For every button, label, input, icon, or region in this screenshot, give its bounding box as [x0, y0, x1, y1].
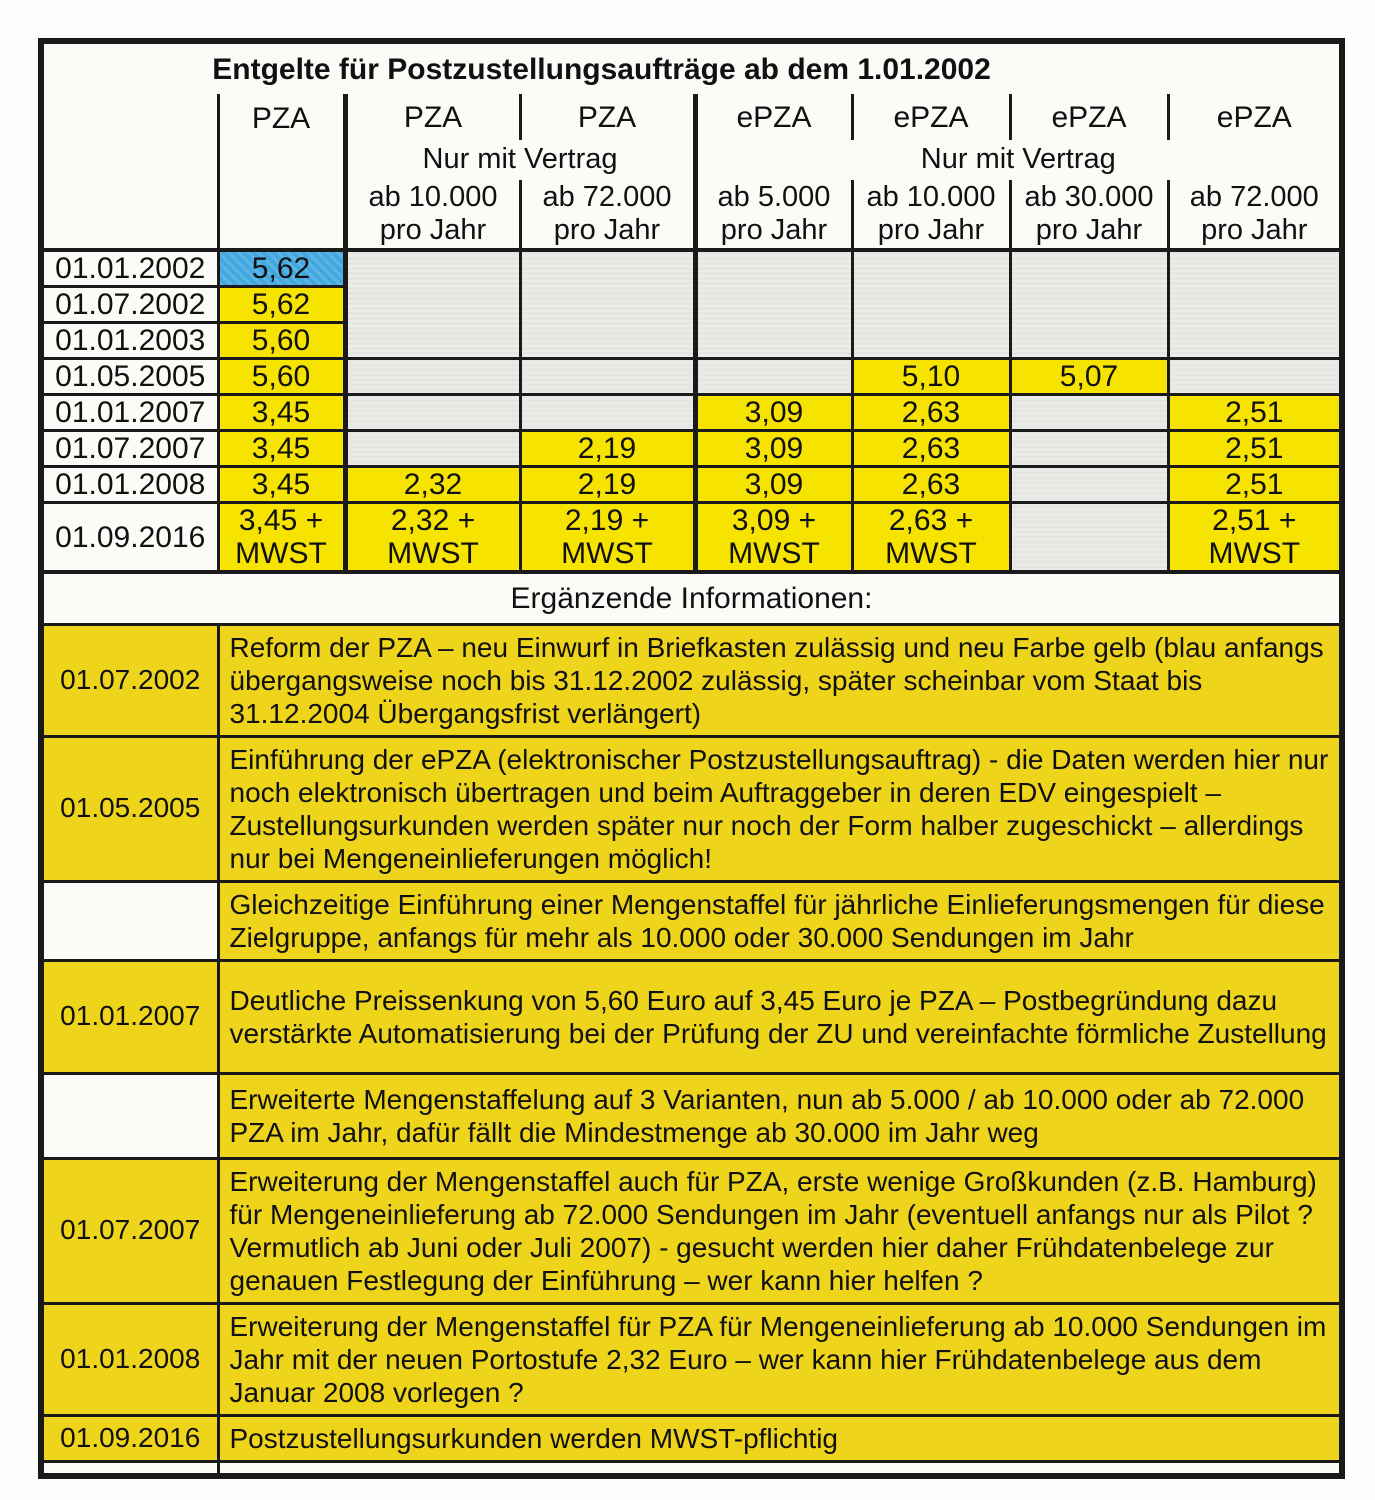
date-cell: 01.09.2016 — [44, 503, 218, 573]
price-cell: 5,62 — [218, 287, 345, 323]
date-cell: 01.01.2003 — [44, 323, 218, 359]
tier-per: pro Jahr — [720, 214, 828, 246]
info-text-cell: Erweiterung der Mengenstaffel auch für PZA, erste wenige Großkunden (z.B. Hamburg) für Mengeneinlieferung ab 72.000 Sendungen im Jahr (eventuell anfangs nur als Pilot ? Vermutlich ab Juni oder Juli 2007) - gesucht werden hier daher Frühdatenbelege zur genauen Festlegung der Einführung – wer kann hier helfen ? — [218, 1158, 1339, 1303]
info-text-cell: Einführung der ePZA (elektronischer Postzustellungsauftrag) - die Daten werden hier nur noch elektronisch übertragen und beim Auftraggeber in deren EDV eingespielt – Zustellungsurkunden werden später nur noch der Form halber zugeschickt – allerdings nur bei Mengeneinlieferungen möglich! — [218, 736, 1339, 881]
price-cell: 3,09 — [695, 395, 852, 431]
col-header-pza: PZA — [218, 94, 345, 250]
price-cell: 2,63 — [852, 395, 1010, 431]
tier-qty: ab 10.000 — [368, 181, 498, 213]
col-header-epza-72k: ePZA — [1168, 94, 1339, 140]
empty-footer-cell — [44, 1461, 218, 1473]
price-value: 2,63 + — [888, 504, 974, 537]
tier-per: pro Jahr — [553, 214, 661, 246]
tier-per: pro Jahr — [379, 214, 487, 246]
col-header-epza-30k: ePZA — [1010, 94, 1168, 140]
info-text-cell: Deutliche Preissenkung von 5,60 Euro auf 3,45 Euro je PZA – Postbegründung dazu verstärkte Automatisierung bei der Prüfung der ZU und vereinfachte förmliche Zustellung — [218, 960, 1339, 1073]
empty-cell — [1168, 250, 1339, 359]
contract-header-epza: Nur mit Vertrag — [695, 140, 1339, 180]
info-table — [44, 574, 1339, 1473]
price-table — [44, 44, 1339, 574]
tier-qty: ab 30.000 — [1024, 181, 1154, 213]
price-cell: 5,07 — [1010, 359, 1168, 395]
price-cell: 2,51 — [1168, 467, 1339, 503]
tier-header — [520, 180, 695, 250]
date-cell: 01.07.2002 — [44, 287, 218, 323]
empty-cell — [345, 431, 520, 467]
tier-qty: ab 10.000 — [866, 181, 996, 213]
empty-cell — [852, 250, 1010, 359]
col-header-pza-10k: PZA — [345, 94, 520, 140]
price-cell-mwst — [218, 503, 345, 573]
price-cell-mwst — [695, 503, 852, 573]
tier-header — [1010, 180, 1168, 250]
contract-header-pza: Nur mit Vertrag — [345, 140, 695, 180]
empty-cell — [1010, 250, 1168, 359]
date-cell: 01.01.2008 — [44, 467, 218, 503]
tier-per: pro Jahr — [877, 214, 985, 246]
price-value: 2,32 + — [390, 504, 476, 537]
mwst-label: MWST — [728, 537, 820, 570]
empty-cell — [345, 250, 520, 359]
corner-cell — [44, 94, 218, 250]
mwst-label: MWST — [561, 537, 653, 570]
tier-qty: ab 5.000 — [717, 181, 831, 213]
price-cell: 5,10 — [852, 359, 1010, 395]
info-date-cell: 01.09.2016 — [44, 1415, 218, 1461]
info-date-cell: 01.05.2005 — [44, 736, 218, 881]
info-text-cell: Reform der PZA – neu Einwurf in Briefkasten zulässig und neu Farbe gelb (blau anfangs übergangsweise noch bis 31.12.2002 zulässig, später scheinbar vom Staat bis 31.12.2004 Übergangsfrist verlängert) — [218, 624, 1339, 736]
info-heading: Ergänzende Informationen: — [44, 574, 1339, 624]
mwst-label: MWST — [1208, 537, 1301, 570]
page-title: Entgelte für Postzustellungsaufträge ab dem 1.01.2002 — [44, 44, 1339, 94]
date-cell: 01.07.2007 — [44, 431, 218, 467]
price-cell: 3,09 — [695, 431, 852, 467]
info-date-cell: 01.01.2008 — [44, 1303, 218, 1415]
info-text-cell: Erweiterte Mengenstaffelung auf 3 Varianten, nun ab 5.000 / ab 10.000 oder ab 72.000 PZA im Jahr, dafür fällt die Mindestmenge ab 30.000 im Jahr weg — [218, 1073, 1339, 1158]
empty-cell — [520, 395, 695, 431]
tier-header — [695, 180, 852, 250]
empty-cell — [695, 359, 852, 395]
empty-cell — [520, 250, 695, 359]
price-cell-mwst — [852, 503, 1010, 573]
info-date-cell: 01.07.2002 — [44, 624, 218, 736]
price-cell: 2,51 — [1168, 431, 1339, 467]
table-frame — [38, 38, 1345, 1479]
price-cell-mwst — [520, 503, 695, 573]
price-value: 3,45 + — [238, 504, 324, 537]
price-cell: 2,63 — [852, 431, 1010, 467]
empty-cell — [345, 359, 520, 395]
price-cell: 2,19 — [520, 431, 695, 467]
price-cell: 2,63 — [852, 467, 1010, 503]
tier-qty: ab 72.000 — [1189, 181, 1319, 213]
price-cell: 2,19 — [520, 467, 695, 503]
price-cell: 3,09 — [695, 467, 852, 503]
col-header-epza-5k: ePZA — [695, 94, 852, 140]
empty-cell — [1168, 359, 1339, 395]
tier-header — [345, 180, 520, 250]
col-header-epza-10k: ePZA — [852, 94, 1010, 140]
col-header-pza-72k: PZA — [520, 94, 695, 140]
date-cell: 01.01.2007 — [44, 395, 218, 431]
mwst-label: MWST — [885, 537, 977, 570]
info-text-cell: Postzustellungsurkunden werden MWST-pflichtig — [218, 1415, 1339, 1461]
info-date-cell-empty — [44, 881, 218, 960]
info-text-cell: Gleichzeitige Einführung einer Mengenstaffel für jährliche Einlieferungsmengen für diese Zielgruppe, anfangs für mehr als 10.000 oder 30.000 Sendungen im Jahr — [218, 881, 1339, 960]
empty-cell — [345, 395, 520, 431]
price-cell: 3,45 — [218, 467, 345, 503]
price-cell: 2,51 — [1168, 395, 1339, 431]
price-cell-mwst — [345, 503, 520, 573]
empty-cell — [1010, 431, 1168, 467]
info-date-cell: 01.01.2007 — [44, 960, 218, 1073]
info-date-cell-empty — [44, 1073, 218, 1158]
price-cell-mwst — [1168, 503, 1339, 573]
info-date-cell: 01.07.2007 — [44, 1158, 218, 1303]
price-cell: 3,45 — [218, 395, 345, 431]
price-value: 2,51 + — [1212, 504, 1297, 537]
tier-per: pro Jahr — [1201, 214, 1308, 246]
price-value: 3,09 + — [731, 504, 817, 537]
info-text-cell: Erweiterung der Mengenstaffel für PZA für Mengeneinlieferung ab 10.000 Sendungen im Jahr mit der neuen Portostufe 2,32 Euro – wer kann hier Frühdatenbelege aus dem Januar 2008 vorlegen ? — [218, 1303, 1339, 1415]
date-cell: 01.05.2005 — [44, 359, 218, 395]
empty-cell — [520, 359, 695, 395]
tier-qty: ab 72.000 — [542, 181, 672, 213]
price-cell: 3,45 — [218, 431, 345, 467]
price-cell-blue: 5,62 — [218, 250, 345, 287]
empty-cell — [1010, 395, 1168, 431]
date-cell: 01.01.2002 — [44, 250, 218, 287]
price-cell: 5,60 — [218, 323, 345, 359]
empty-footer-cell — [218, 1461, 1339, 1473]
empty-cell — [1010, 467, 1168, 503]
price-cell: 2,32 — [345, 467, 520, 503]
price-cell: 5,60 — [218, 359, 345, 395]
mwst-label: MWST — [235, 537, 327, 570]
tier-header — [1168, 180, 1339, 250]
tier-per: pro Jahr — [1035, 214, 1143, 246]
mwst-label: MWST — [387, 537, 479, 570]
price-value: 2,19 + — [564, 504, 650, 537]
empty-cell — [695, 250, 852, 359]
tier-header — [852, 180, 1010, 250]
empty-cell — [1010, 503, 1168, 573]
